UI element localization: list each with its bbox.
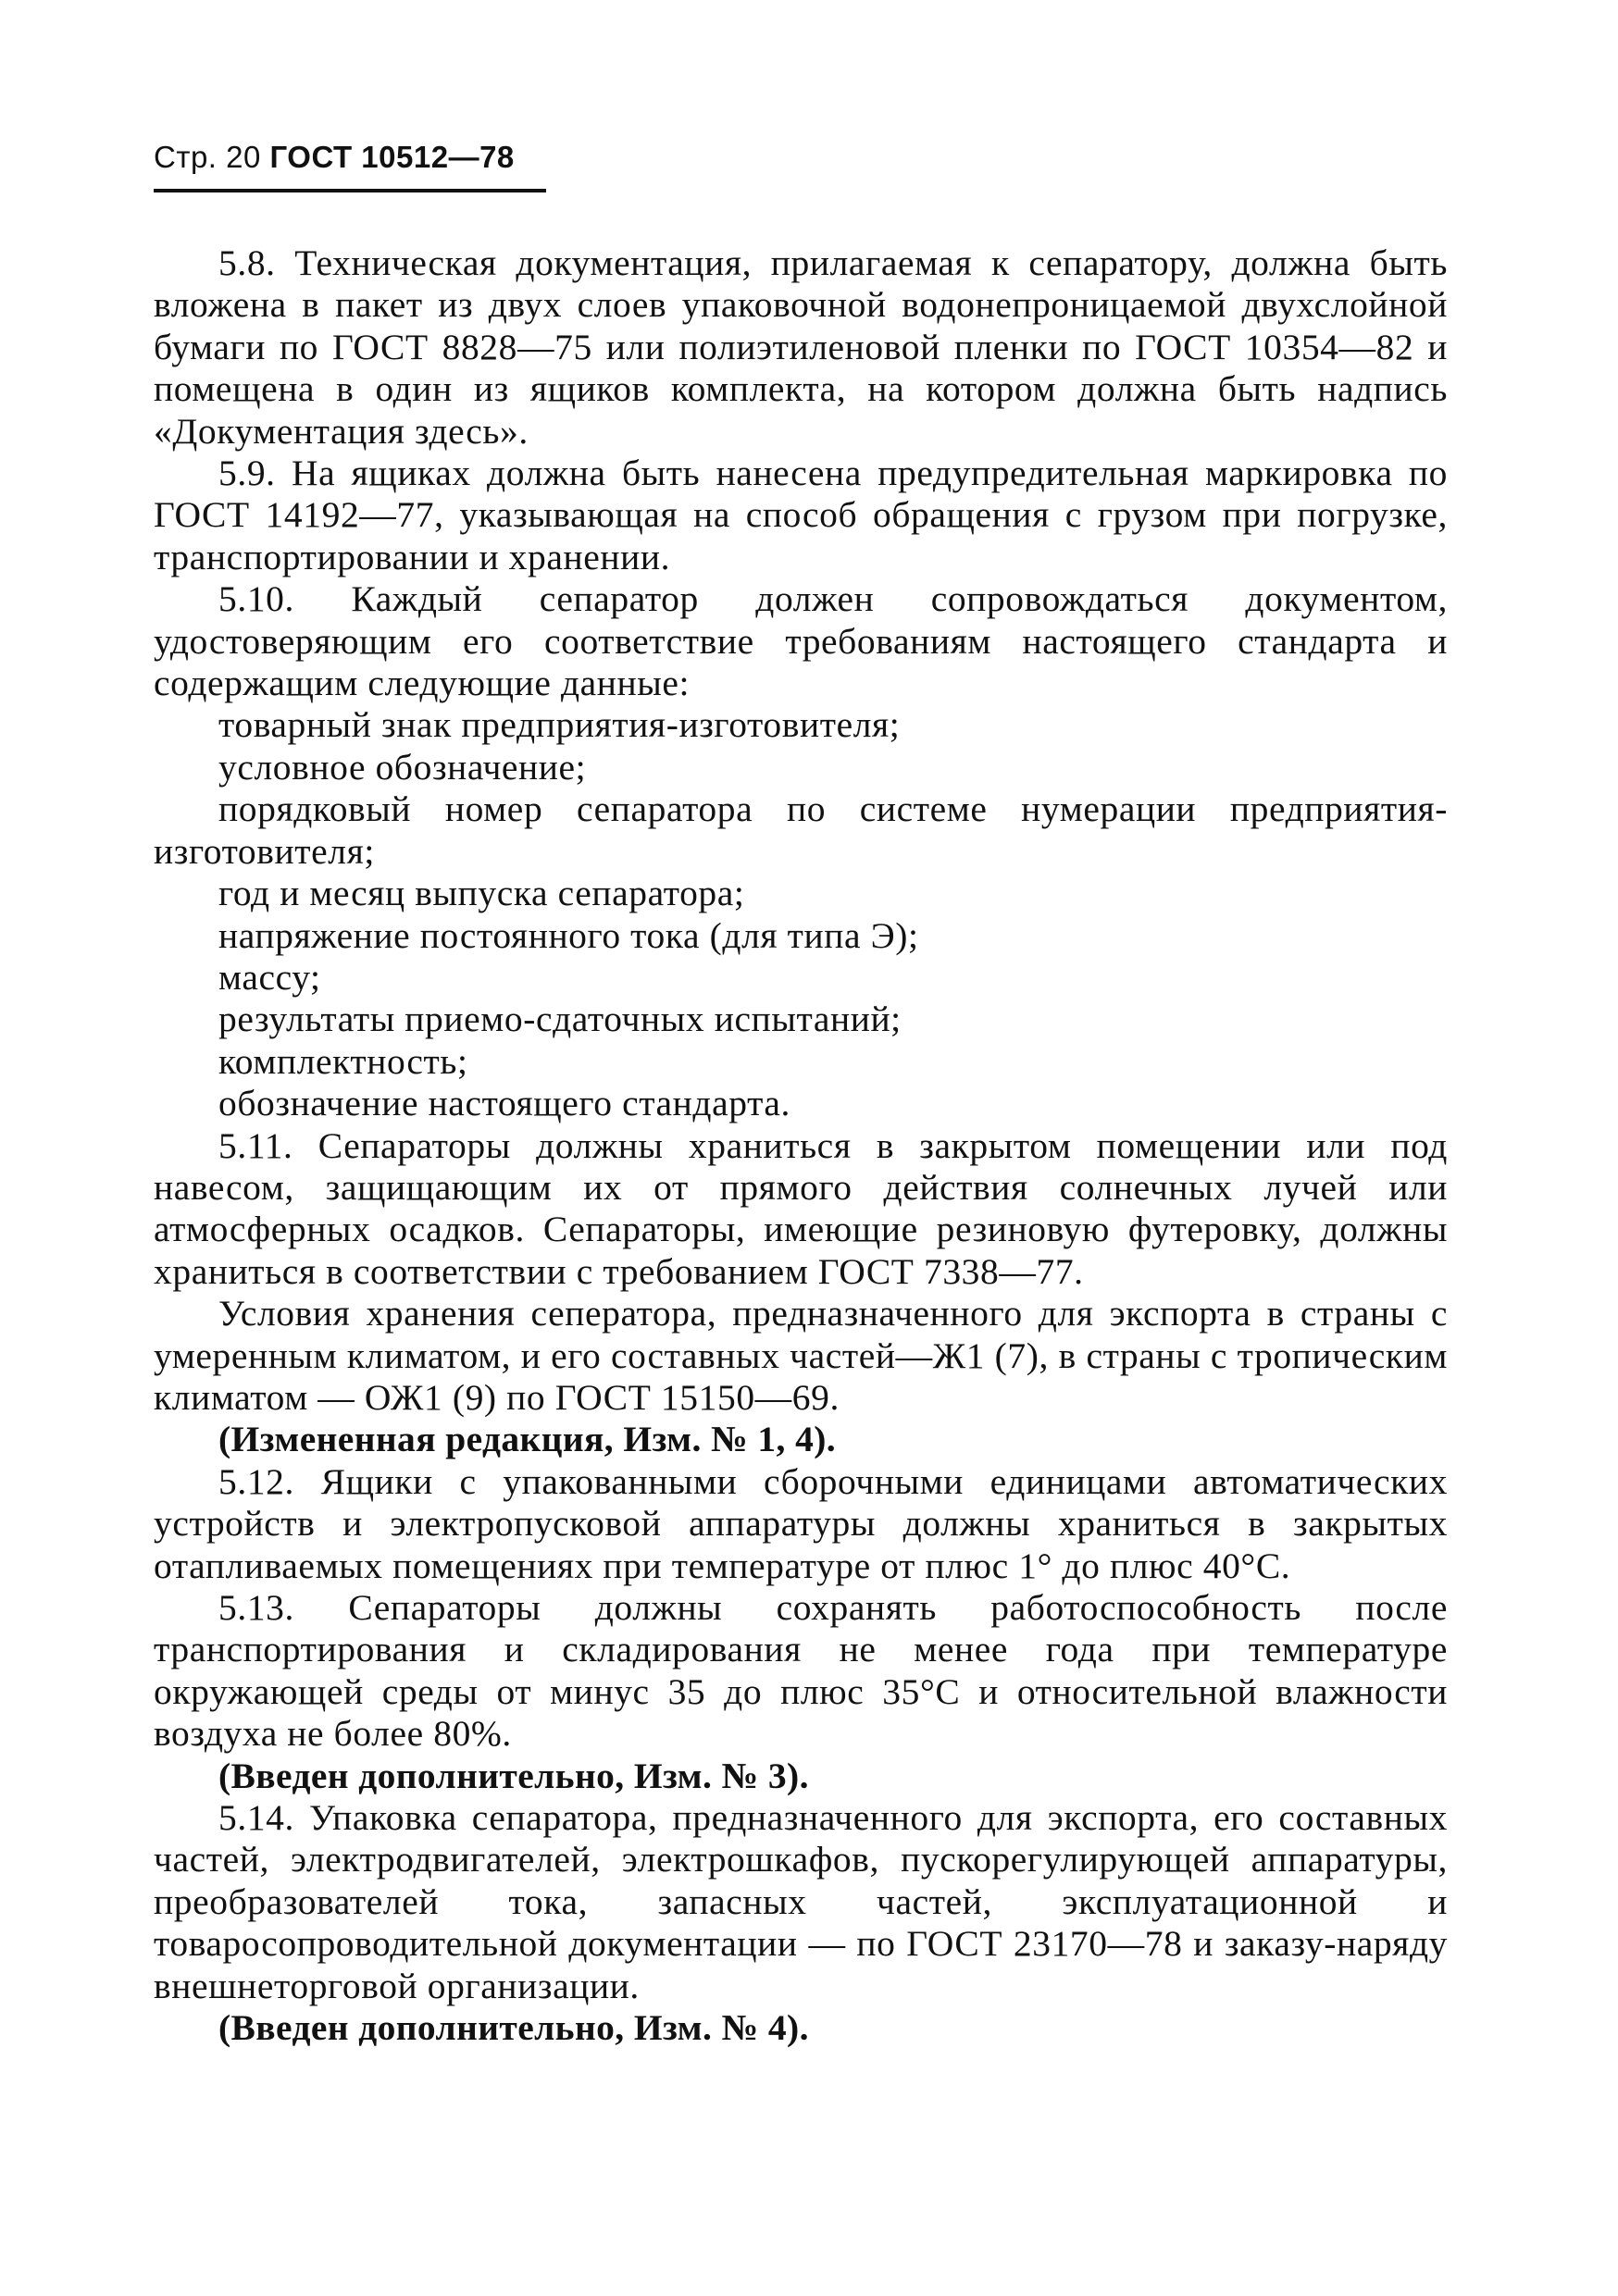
amendment-note-4: (Введен дополнительно, Изм. № 4).	[218, 2007, 809, 2049]
page-number: 20	[226, 140, 261, 174]
list-item-production-date: год и месяц выпуска сепаратора;	[218, 873, 745, 914]
paragraph-5-14: 5.14. Упаковка сепаратора, предназначенного для экспорта, его составных частей, электродвигателей, электрошкафов, пускорегулирующей аппаратуры, преобразователей тока, запасных частей, эксплуатационной и товаросопроводительной документации — по ГОСТ 23170—78 и заказу-наряду внешнеторговой организации.	[154, 1797, 1448, 2006]
amendment-note-3: (Введен дополнительно, Изм. № 3).	[218, 1755, 809, 1796]
list-item-designation: условное обозначение;	[218, 746, 587, 788]
list-item-mass: массу;	[218, 956, 321, 998]
page-label: Стр.	[154, 140, 218, 174]
paragraph-5-12: 5.12. Ящики с упакованными сборочными единицами автоматических устройств и электропусковой аппаратуры должны храниться в закрытых отапливаемых помещениях при температуре от плюс 1° до плюс 40°С.	[154, 1460, 1448, 1586]
list-item-completeness: комплектность;	[218, 1040, 468, 1082]
paragraph-5-11: 5.11. Сепараторы должны храниться в закрытом помещении или под навесом, защищающим их от прямого действия солнечных лучей или атмосферных осадков. Сепараторы, имеющие резиновую футеровку, должны храниться в соответствии с требованием ГОСТ 7338—77.	[154, 1124, 1448, 1292]
list-item-test-results: результаты приемо-сдаточных испытаний;	[218, 999, 902, 1040]
paragraph-5-9: 5.9. На ящиках должна быть нанесена предупредительная маркировка по ГОСТ 14192—77, указывающая на способ обращения с грузом при погрузке, транспортировании и хранении.	[154, 453, 1448, 577]
paragraph-5-13: 5.13. Сепараторы должны сохранять работоспособность после транспортирования и складирования не менее года при температуре окружающей среды от минус 35 до плюс 35°С и относительной влажности воздуха не более 80%.	[154, 1587, 1448, 1755]
paragraph-5-11-storage-conditions: Условия хранения сеператора, предназначенного для экспорта в страны с умеренным климатом, и его составных частей—Ж1 (7), в страны с тропическим климатом — ОЖ1 (9) по ГОСТ 15150—69.	[154, 1293, 1448, 1418]
amendment-note-1-4: (Измененная редакция, Изм. № 1, 4).	[218, 1419, 837, 1460]
document-code: ГОСТ 10512—78	[269, 140, 515, 174]
paragraph-5-8: 5.8. Техническая документация, прилагаемая к сепаратору, должна быть вложена в пакет из двух слоев упаковочной водонепроницаемой двухслойной бумаги по ГОСТ 8828—75 или полиэтиленовой пленки по ГОСТ 10354—82 и помещена в один из ящиков комплекта, на котором должна быть надпись «Документация здесь».	[154, 242, 1448, 452]
list-item-serial-number: порядковый номер сепаратора по системе нумерации предприятия-изготовителя;	[154, 788, 1448, 872]
list-item-standard-designation: обозначение настоящего стандарта.	[218, 1083, 791, 1124]
list-item-voltage: напряжение постоянного тока (для типа Э);	[218, 914, 919, 956]
header-rule	[154, 189, 546, 192]
list-item-trademark: товарный знак предприятия-изготовителя;	[218, 704, 901, 746]
page-header	[154, 139, 515, 176]
body-text	[154, 242, 1448, 2049]
paragraph-5-10: 5.10. Каждый сепаратор должен сопровождаться документом, удостоверяющим его соответствие требованиям настоящего стандарта и содержащим следующие данные:	[154, 578, 1448, 704]
